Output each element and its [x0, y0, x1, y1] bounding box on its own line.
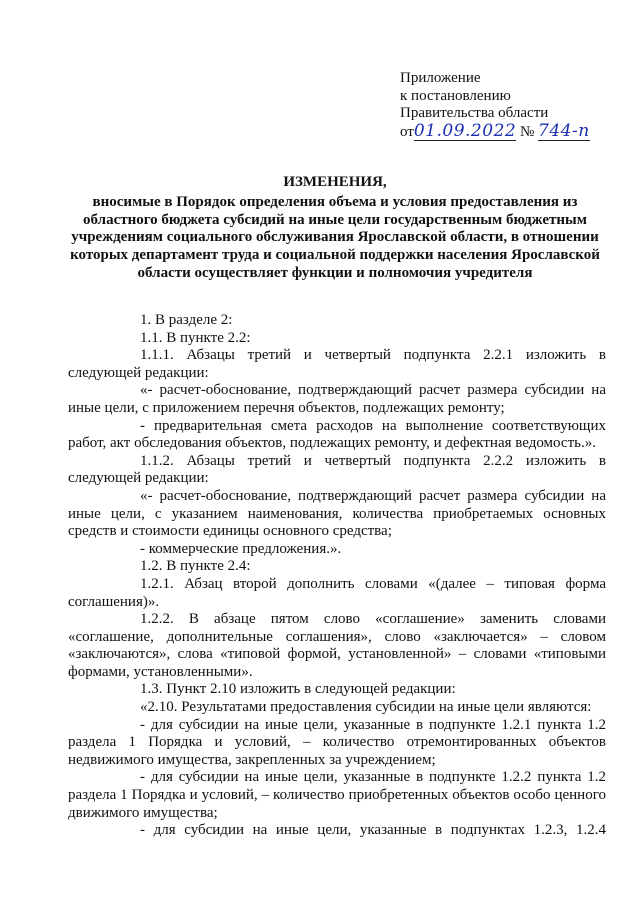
- appendix-label: Приложение: [400, 70, 481, 86]
- appendix-government-label: Правительства области: [400, 105, 549, 121]
- handwritten-date: 01.09.2022: [413, 120, 517, 141]
- document-title: [60, 174, 610, 283]
- paragraph: 1.2.2. В абзаце пятом слово «соглашение» заменить словами «соглашение, дополнительные соглашения», слово «заключается» – словом «заключаются», слова «типовой формой, установленной» – словами «типовыми формами, установленными».: [68, 611, 606, 680]
- title-heading: ИЗМЕНЕНИЯ,: [283, 174, 387, 190]
- paragraph: - для субсидии на иные цели, указанные в подпункте 1.2.2 пункта 1.2 раздела 1 Порядка и условий, – количество приобретенных объектов особо ценного движимого имущества;: [68, 769, 606, 821]
- appendix-date-number-line: [400, 120, 600, 142]
- paragraph: 1.3. Пункт 2.10 изложить в следующей редакции:: [140, 681, 456, 698]
- paragraph: 1. В разделе 2:: [140, 312, 233, 328]
- number-label: №: [519, 123, 535, 140]
- from-label: от: [400, 123, 414, 140]
- paragraph: - для субсидии на иные цели, указанные в подпункте 1.2.1 пункта 1.2 раздела 1 Порядка и условий, – количество отремонтированных объектов недвижимого имущества, закрепленных за учреждением;: [68, 716, 606, 768]
- document-body: [68, 312, 606, 840]
- title-subtitle: вносимые в Порядок определения объема и условия предоставления из областного бюджета субсидий на иные цели государственным бюджетным учреждениям социального обслуживания Ярославской области, в отношении которых департамент труда и социальной поддержки населения Ярославской области осуществляет функции и полномочия учредителя: [70, 193, 600, 281]
- appendix-header: [400, 70, 600, 141]
- paragraph: - предварительная смета расходов на выполнение соответствующих работ, акт обследования объектов, подлежащих ремонту, и дефектная ведомость.».: [68, 417, 606, 452]
- paragraph: 1.2.1. Абзац второй дополнить словами «(далее – типовая форма соглашения)».: [68, 575, 606, 610]
- paragraph: «2.10. Результатами предоставления субсидии на иные цели являются:: [140, 699, 592, 716]
- paragraph: 1.2. В пункте 2.4:: [140, 558, 251, 575]
- paragraph: 1.1.2. Абзацы третий и четвертый подпункта 2.2.2 изложить в следующей редакции:: [68, 452, 606, 487]
- paragraph: 1.1.1. Абзацы третий и четвертый подпункта 2.2.1 изложить в следующей редакции:: [68, 347, 606, 381]
- handwritten-number: 744-п: [538, 120, 590, 141]
- appendix-resolution-label: к постановлению: [400, 87, 511, 104]
- paragraph: 1.1. В пункте 2.2:: [140, 329, 251, 346]
- paragraph: - для субсидии на иные цели, указанные в подпунктах 1.2.3, 1.2.4: [140, 822, 606, 839]
- paragraph: «- расчет-обоснование, подтверждающий расчет размера субсидии на иные цели, с приложением перечня объектов, подлежащих ремонту;: [68, 382, 606, 416]
- paragraph: «- расчет-обоснование, подтверждающий расчет размера субсидии на иные цели, с указанием наименования, количества приобретаемых основных средств и стоимости единицы основного средства;: [68, 487, 606, 540]
- paragraph: - коммерческие предложения.».: [140, 540, 342, 557]
